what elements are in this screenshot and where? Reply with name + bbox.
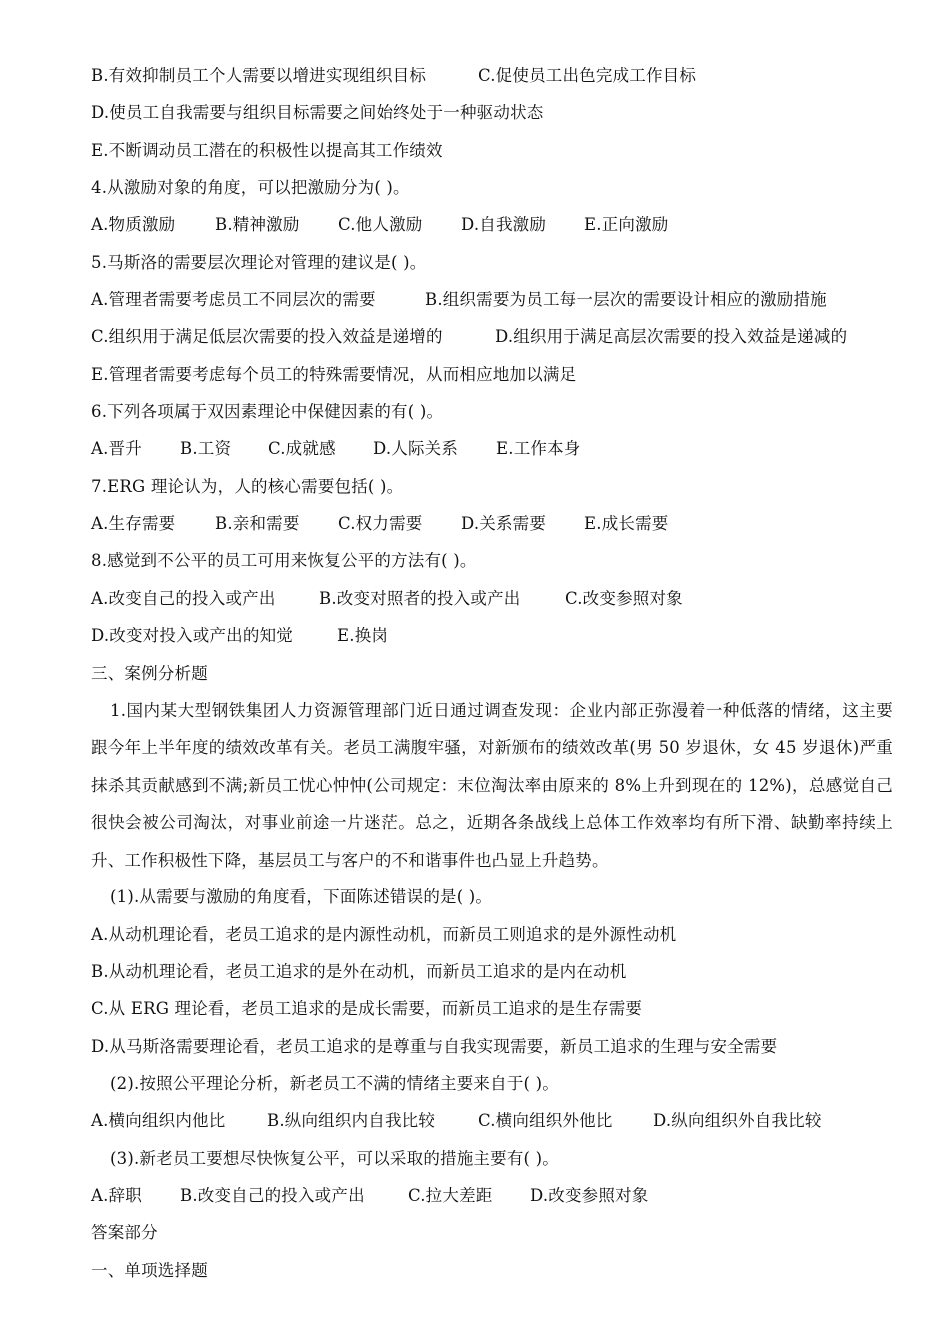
option-a: A.晋升 [91,439,142,458]
sub-question-3: (3).新老员工要想尽快恢复公平，可以采取的措施主要有( )。 [110,1149,559,1168]
option-d: D.改变对投入或产出的知觉 [91,626,293,645]
question-8: 8.感觉到不公平的员工可用来恢复公平的方法有( )。 [91,551,477,570]
option-c: C.成就感 [268,439,336,458]
option-a: A.辞职 [91,1186,142,1205]
option-d: D.人际关系 [373,439,459,458]
option-e: E.不断调动员工潜在的积极性以提高其工作绩效 [91,141,443,160]
sub-question-2: (2).按照公平理论分析，新老员工不满的情绪主要来自于( )。 [110,1074,559,1093]
option-b: B.改变自己的投入或产出 [180,1186,365,1205]
option-b: B.改变对照者的投入或产出 [319,589,521,608]
option-c: C.从 ERG 理论看，老员工追求的是成长需要，而新员工追求的是生存需要 [91,999,643,1018]
option-c: C.他人激励 [338,215,423,234]
section-heading-case-analysis: 三、案例分析题 [91,664,208,683]
option-d: D.自我激励 [461,215,547,234]
option-a: A.生存需要 [91,514,176,533]
option-c: C.组织用于满足低层次需要的投入效益是递增的 [91,327,443,346]
option-d: D.组织用于满足高层次需要的投入效益是递减的 [495,327,848,346]
question-5: 5.马斯洛的需要层次理论对管理的建议是( )。 [91,253,427,272]
option-d: D.改变参照对象 [530,1186,649,1205]
option-c: C.横向组织外他比 [478,1111,613,1130]
option-c: C.权力需要 [338,514,423,533]
option-c: C.改变参照对象 [565,589,683,608]
option-d: D.从马斯洛需要理论看，老员工追求的是尊重与自我实现需要，新员工追求的生理与安全需要 [91,1037,778,1056]
option-b: B.从动机理论看，老员工追求的是外在动机，而新员工追求的是内在动机 [91,962,627,981]
option-e: E.工作本身 [496,439,581,458]
option-b: B.纵向组织内自我比较 [267,1111,436,1130]
option-a: A.从动机理论看，老员工追求的是内源性动机，而新员工则追求的是外源性动机 [91,925,677,944]
question-7: 7.ERG 理论认为，人的核心需要包括( )。 [91,477,404,496]
section-heading-single-choice: 一、单项选择题 [91,1261,208,1280]
option-c: C.促使员工出色完成工作目标 [478,66,697,85]
option-a: A.管理者需要考虑员工不同层次的需要 [91,290,376,309]
option-d: D.使员工自我需要与组织目标需要之间始终处于一种驱动状态 [91,103,544,122]
option-a: A.改变自己的投入或产出 [91,589,276,608]
case-paragraph: 1.国内某大型钢铁集团人力资源管理部门近日通过调查发现：企业内部正弥漫着一种低落的情绪，这主要跟今年上半年度的绩效改革有关。老员工满腹牢骚，对新颁布的绩效改革(男 50 岁退休，女 45 岁退休)严重抹杀其贡献感到不满;新员工忧心忡忡(公司规定：末位淘汰率由原来的 8%上升到现在的 12%)，总感觉自己很快会被公司淘汰，对事业前途一片迷茫。总之，近期各条战线上总体工作效率均有所下滑、缺勤率持续上升、工作积极性下降，基层员工与客户的不和谐事件也凸显上升趋势。 [91,701,893,870]
option-a: A.横向组织内他比 [91,1111,226,1130]
option-a: A.物质激励 [91,215,176,234]
option-c: C.拉大差距 [408,1186,493,1205]
option-b: B.有效抑制员工个人需要以增进实现组织目标 [91,66,427,85]
option-d: D.关系需要 [461,514,547,533]
answer-section-heading: 答案部分 [91,1223,158,1242]
option-b: B.组织需要为员工每一层次的需要设计相应的激励措施 [425,290,827,309]
question-4: 4.从激励对象的角度，可以把激励分为( )。 [91,178,410,197]
option-b: B.工资 [180,439,232,458]
option-e: E.管理者需要考虑每个员工的特殊需要情况，从而相应地加以满足 [91,365,577,384]
option-b: B.亲和需要 [215,514,300,533]
option-e: E.正向激励 [584,215,669,234]
question-6: 6.下列各项属于双因素理论中保健因素的有( )。 [91,402,444,421]
option-d: D.纵向组织外自我比较 [653,1111,822,1130]
option-b: B.精神激励 [215,215,300,234]
sub-question-1: (1).从需要与激励的角度看，下面陈述错误的是( )。 [110,887,493,906]
option-e: E.换岗 [337,626,389,645]
option-e: E.成长需要 [584,514,669,533]
